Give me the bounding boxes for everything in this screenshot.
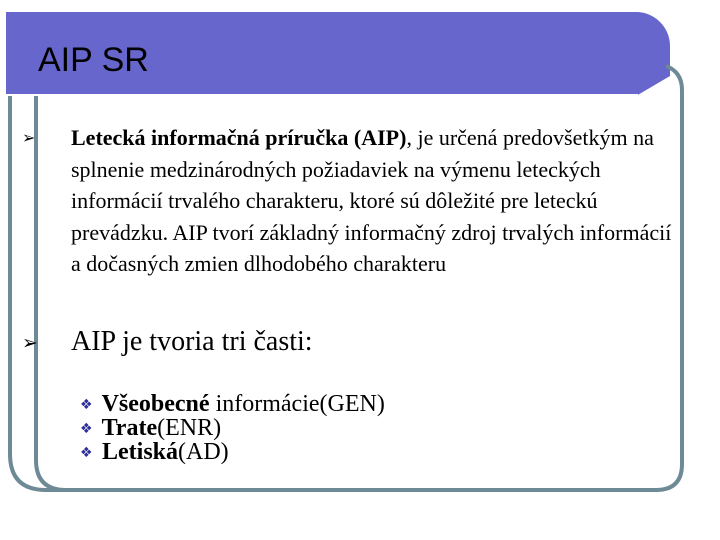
slide-title: AIP SR bbox=[38, 41, 149, 79]
bullet-parts-text: AIP je tvoria tri časti: bbox=[71, 326, 313, 357]
bullet-aip-parts bbox=[24, 323, 674, 361]
arrow-bullet-icon: ➢ bbox=[22, 332, 38, 354]
parts-list bbox=[80, 392, 640, 464]
list-item bbox=[80, 392, 640, 416]
list-item-label: Trate(ENR) bbox=[101, 415, 222, 441]
list-item-label: Letiská(AD) bbox=[102, 439, 229, 465]
diamond-bullet-icon: ❖ bbox=[80, 445, 93, 461]
list-item bbox=[80, 416, 640, 440]
bullet-text bbox=[71, 122, 674, 280]
bullet-aip-description bbox=[24, 122, 674, 280]
diamond-bullet-icon: ❖ bbox=[80, 397, 93, 413]
arrow-bullet-icon: ➢ bbox=[22, 128, 36, 147]
list-item-label: Všeobecné informácie(GEN) bbox=[101, 391, 385, 417]
diamond-bullet-icon: ❖ bbox=[80, 421, 93, 437]
bullet-bold-term: Letecká informačná príručka (AIP) bbox=[71, 125, 407, 150]
header-underline bbox=[6, 94, 638, 97]
bullet-rest-text: , je určená predovšetkým na splnenie medzinárodných požiadaviek na výmenu leteckých informácií trvalého charakteru, ktoré sú dôležité pre leteckú prevádzku. AIP tvorí základný informačný zdroj trvalých informácií a dočasných zmien dlhodobého charakteru bbox=[71, 125, 672, 276]
list-item bbox=[80, 440, 640, 464]
